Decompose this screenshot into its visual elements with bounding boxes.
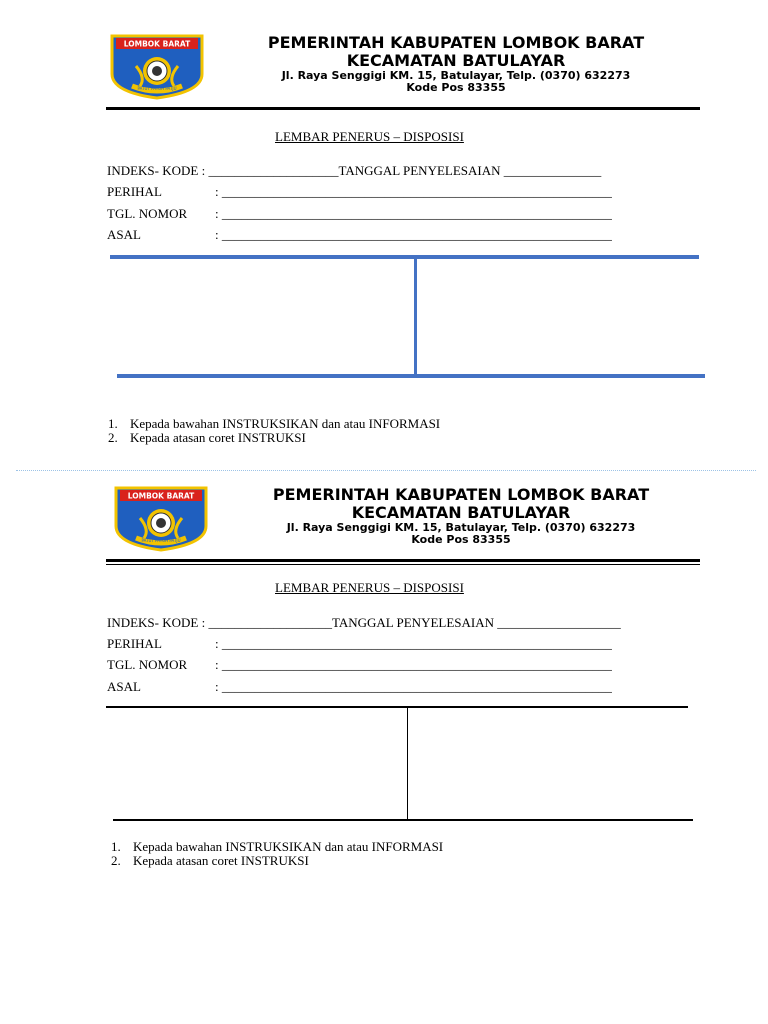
note-2-text: Kepada atasan coret INSTRUKSI bbox=[133, 853, 309, 868]
regency-logo bbox=[110, 34, 204, 100]
disposition-box-top-border bbox=[106, 706, 688, 708]
header-line-1: PEMERINTAH KABUPATEN LOMBOK BARAT bbox=[267, 33, 645, 52]
field-perihal-value: : ____________________________________________________________ bbox=[215, 184, 612, 199]
note-2-text: Kepada atasan coret INSTRUKSI bbox=[130, 430, 306, 445]
note-1-number: 1. bbox=[111, 839, 121, 854]
header-address: Jl. Raya Senggigi KM. 15, Batulayar, Telp. (0370) 632273 bbox=[281, 69, 631, 82]
header-rule bbox=[106, 559, 700, 562]
field-tgl-value: : ____________________________________________________________ bbox=[215, 657, 612, 672]
page-separator bbox=[16, 470, 756, 471]
svg-text:LOMBOK BARAT: LOMBOK BARAT bbox=[127, 491, 195, 501]
note-1-text: Kepada bawahan INSTRUKSIKAN dan atau INFORMASI bbox=[133, 839, 444, 854]
field-asal-label: ASAL bbox=[107, 227, 141, 242]
header-postal: Kode Pos 83355 bbox=[411, 533, 511, 546]
disposition-box-bottom-border bbox=[117, 374, 705, 378]
field-asal-value: : ____________________________________________________________ bbox=[215, 679, 612, 694]
field-tgl-label: TGL. NOMOR bbox=[107, 657, 188, 672]
field-indeks: INDEKS- KODE : ____________________TANGGAL PENYELESAIAN _______________ bbox=[107, 163, 602, 178]
field-perihal-label: PERIHAL bbox=[107, 184, 162, 199]
svg-text:PATUT PATUH PATJU: PATUT PATUH PATJU bbox=[137, 86, 177, 91]
field-perihal-value: : ____________________________________________________________ bbox=[215, 636, 612, 651]
field-tgl-value: : ____________________________________________________________ bbox=[215, 206, 612, 221]
field-indeks: INDEKS- KODE : ___________________TANGGAL PENYELESAIAN ___________________ bbox=[107, 615, 621, 630]
header-postal: Kode Pos 83355 bbox=[406, 81, 506, 94]
header-rule bbox=[106, 107, 700, 110]
svg-text:PATUT PATUH PATJU: PATUT PATUH PATJU bbox=[141, 538, 181, 543]
disposition-box-divider bbox=[407, 707, 408, 820]
disposition-box-divider bbox=[414, 258, 417, 376]
note-1-text: Kepada bawahan INSTRUKSIKAN dan atau INFORMASI bbox=[130, 416, 441, 431]
field-asal-value: : ____________________________________________________________ bbox=[215, 227, 612, 242]
note-2-number: 2. bbox=[111, 853, 121, 868]
header-line-2: KECAMATAN BATULAYAR bbox=[346, 51, 566, 70]
regency-logo bbox=[114, 486, 208, 552]
disposition-box-top-border bbox=[110, 255, 699, 259]
header-rule-thin bbox=[106, 564, 700, 565]
form-title: LEMBAR PENERUS – DISPOSISI bbox=[275, 129, 464, 144]
header-line-1: PEMERINTAH KABUPATEN LOMBOK BARAT bbox=[272, 485, 650, 504]
field-perihal-label: PERIHAL bbox=[107, 636, 162, 651]
header-line-2: KECAMATAN BATULAYAR bbox=[351, 503, 571, 522]
field-asal-label: ASAL bbox=[107, 679, 141, 694]
form-title: LEMBAR PENERUS – DISPOSISI bbox=[275, 580, 464, 595]
disposition-box-bottom-border bbox=[113, 819, 693, 821]
note-2-number: 2. bbox=[108, 430, 118, 445]
field-tgl-label: TGL. NOMOR bbox=[107, 206, 188, 221]
note-1-number: 1. bbox=[108, 416, 118, 431]
svg-text:LOMBOK BARAT: LOMBOK BARAT bbox=[123, 39, 191, 49]
header-address: Jl. Raya Senggigi KM. 15, Batulayar, Telp. (0370) 632273 bbox=[286, 521, 636, 534]
